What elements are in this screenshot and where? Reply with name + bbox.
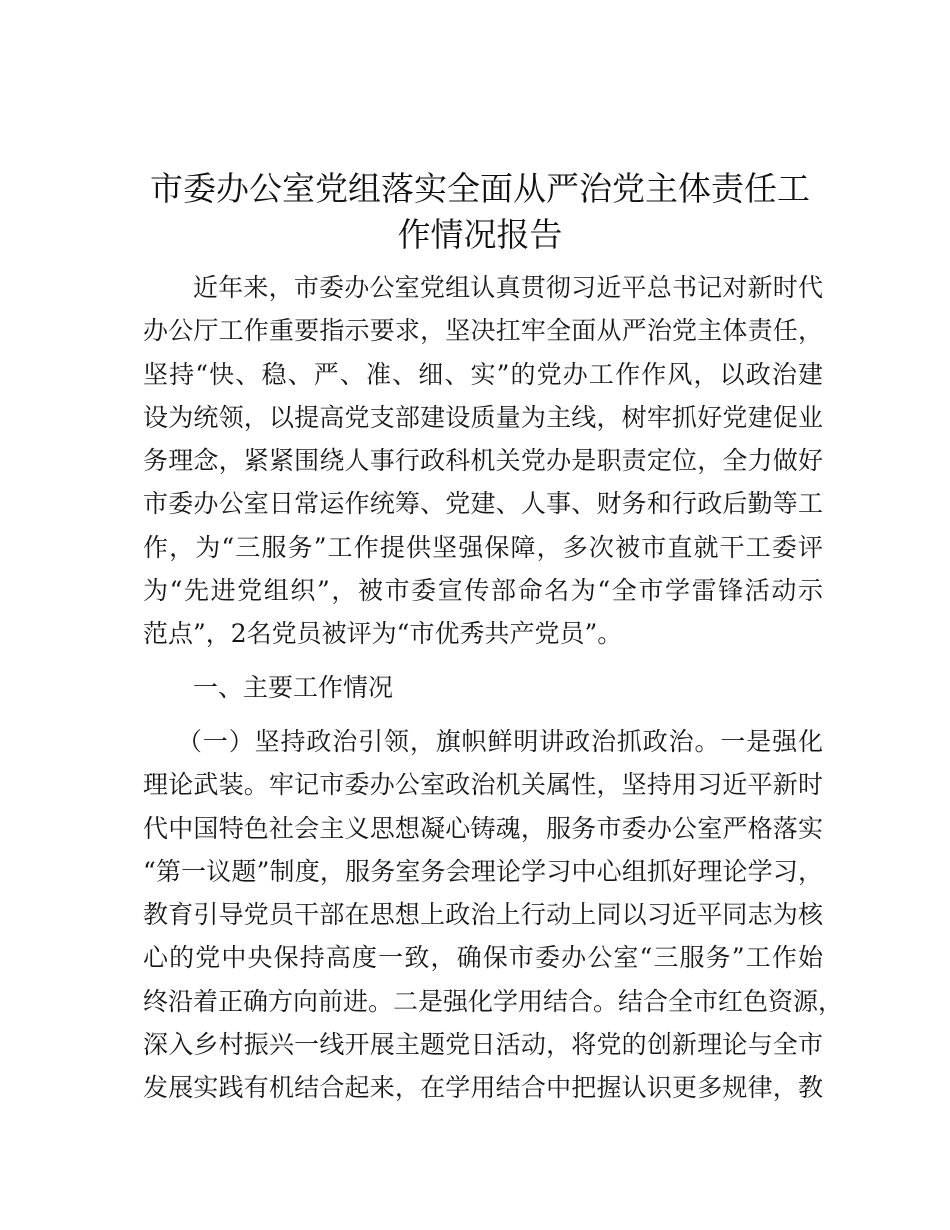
paragraph-line: （一）坚持政治引领，旗帜鲜明讲政治抓政治。一是强化 [177,727,823,756]
paragraph-line: 坚持“快、稳、严、准、细、实”的党办工作作风，以政治建 [143,359,823,389]
intro-paragraph [143,266,823,656]
document-title [140,166,820,258]
paragraph-line: 理论武装。牢记市委办公室政治机关属性，坚持用习近平新时 [143,770,823,800]
paragraph-line: 范点”，2名党员被评为“市优秀共产党员”。 [143,619,623,649]
paragraph-line: 设为统领，以提高党支部建设质量为主线，树牢抓好党建促业 [143,402,823,432]
title-line-1: 市委办公室党组落实全面从严治党主体责任工 [150,169,810,208]
paragraph-line: 为“先进党组织”，被市委宣传部命名为“全市学雷锋活动示 [143,576,823,606]
paragraph-line: 教育引导党员干部在思想上政治上行动上同以习近平同志为核 [143,900,823,930]
paragraph-line: 作，为“三服务”工作提供坚强保障，多次被市直就干工委评 [143,532,823,562]
paragraph-line: 代中国特色社会主义思想凝心铸魂，服务市委办公室严格落实 [143,813,823,843]
paragraph-line: 发展实践有机结合起来，在学用结合中把握认识更多规律，教 [143,1073,823,1103]
section-heading-text: 一、主要工作情况 [193,673,394,702]
paragraph-line: “第一议题”制度，服务室务会理论学习中心组抓好理论学习， [143,856,823,886]
paragraph-line: 深入乡村振兴一线开展主题党日活动，将党的创新理论与全市 [143,1030,823,1060]
paragraph-line: 近年来，市委办公室党组认真贯彻习近平总书记对新时代 [193,273,823,302]
paragraph-line: 务理念，紧紧围绕人事行政科机关党办是职责定位，全力做好 [143,446,823,476]
section-1-paragraph [143,720,844,1110]
paragraph-line: 办公厅工作重要指示要求，坚决扛牢全面从严治党主体责任， [143,316,823,346]
paragraph-line: 市委办公室日常运作统筹、党建、人事、财务和行政后勤等工 [143,489,823,519]
title-line-2: 作情况报告 [397,215,563,254]
paragraph-line: 终沿着正确方向前进。二是强化学用结合。结合全市红色资源， [143,986,844,1016]
paragraph-line: 心的党中央保持高度一致，确保市委办公室“三服务”工作始 [143,943,823,973]
section-heading [143,666,823,709]
